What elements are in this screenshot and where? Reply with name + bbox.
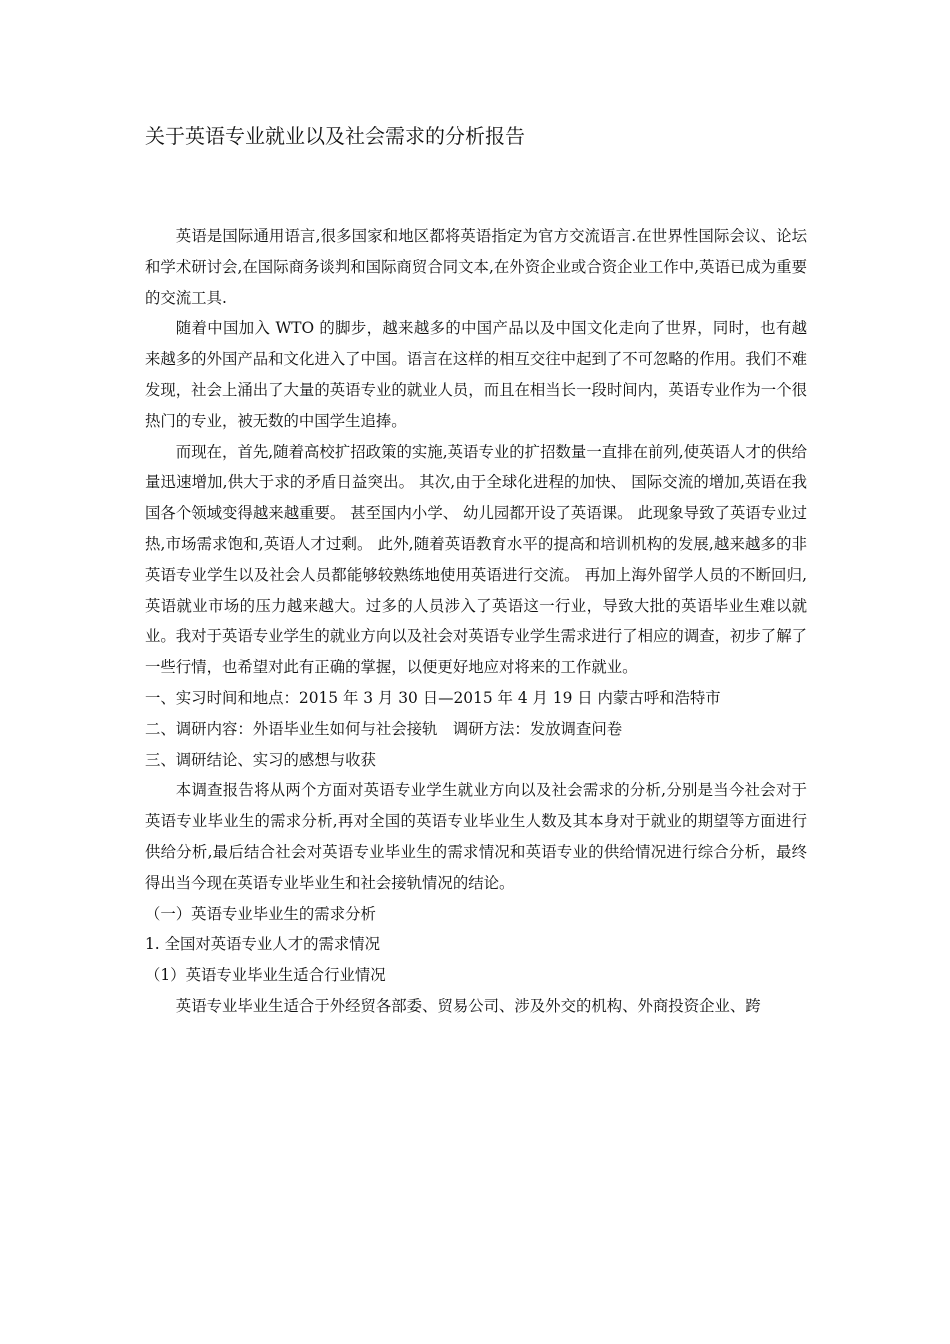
paragraph-wto: 随着中国加入 WTO 的脚步，越来越多的中国产品以及中国文化走向了世界，同时，也有越来越多的外国产品和文化进入了中国。语言在这样的相互交往中起到了不可忽略的作用。我们不难发现，社会上涌出了大量的英语专业的就业人员，而且在相当长一段时间内，英语专业作为一个很热门的专业，被无数的中国学生追捧。	[145, 319, 807, 430]
paragraph-intro: 英语是国际通用语言,很多国家和地区都将英语指定为官方交流语言.在世界性国际会议、论坛和学术研讨会,在国际商务谈判和国际商贸合同文本,在外资企业或合资企业工作中,英语已成为重要的交流工具.	[145, 227, 807, 307]
subsection-heading-national-demand: 1. 全国对英语专业人才的需求情况	[145, 935, 381, 954]
paragraph-report-overview: 本调查报告将从两个方面对英语专业学生就业方向以及社会需求的分析,分别是当今社会对于英语专业毕业生的需求分析,再对全国的英语专业毕业生人数及其本身对于就业的期望等方面进行供给分析,最后结合社会对英语专业毕业生的需求情况和英语专业的供给情况进行综合分析，最终得出当今现在英语专业毕业生和社会接轨情况的结论。	[145, 781, 807, 892]
subsection-heading-demand-analysis: （一）英语专业毕业生的需求分析	[145, 904, 376, 923]
document-title: 关于英语专业就业以及社会需求的分析报告	[145, 124, 525, 148]
paragraph-current-situation: 而现在，首先,随着高校扩招政策的实施,英语专业的扩招数量一直排在前列,使英语人才的供给量迅速增加,供大于求的矛盾日益突出。 其次,由于全球化进程的加快、 国际交流的增加,英语在我国各个领域变得越来越重要。 甚至国内小学、 幼儿园都开设了英语课。 此现象导致了英语专业过热,市场需求饱和,英语人才过剩。 此外,随着英语教育水平的提高和培训机构的发展,越来越多的非英语专业学生以及社会人员都能够较熟练地使用英语进行交流。 再加上海外留学人员的不断回归,英语就业市场的压力越来越大。过多的人员涉入了英语这一行业，导致大批的英语毕业生难以就业。我对于英语专业学生的就业方向以及社会对英语专业学生需求进行了相应的调查，初步了解了一些行情，也希望对此有正确的掌握，以便更好地应对将来的工作就业。	[145, 442, 807, 677]
paragraph-suitable-industries: 英语专业毕业生适合于外经贸各部委、贸易公司、涉及外交的机构、外商投资企业、跨	[175, 996, 761, 1015]
section-heading-internship-time: 一、实习时间和地点：2015 年 3 月 30 日—2015 年 4 月 19 日 内蒙古呼和浩特市	[145, 688, 721, 707]
document-body	[145, 221, 807, 1022]
section-heading-research-content: 二、调研内容：外语毕业生如何与社会接轨 调研方法：发放调查问卷	[145, 719, 623, 738]
section-heading-conclusion: 三、调研结论、实习的感想与收获	[145, 750, 376, 769]
subsection-heading-suitable-industries: （1）英语专业毕业生适合行业情况	[145, 966, 386, 985]
